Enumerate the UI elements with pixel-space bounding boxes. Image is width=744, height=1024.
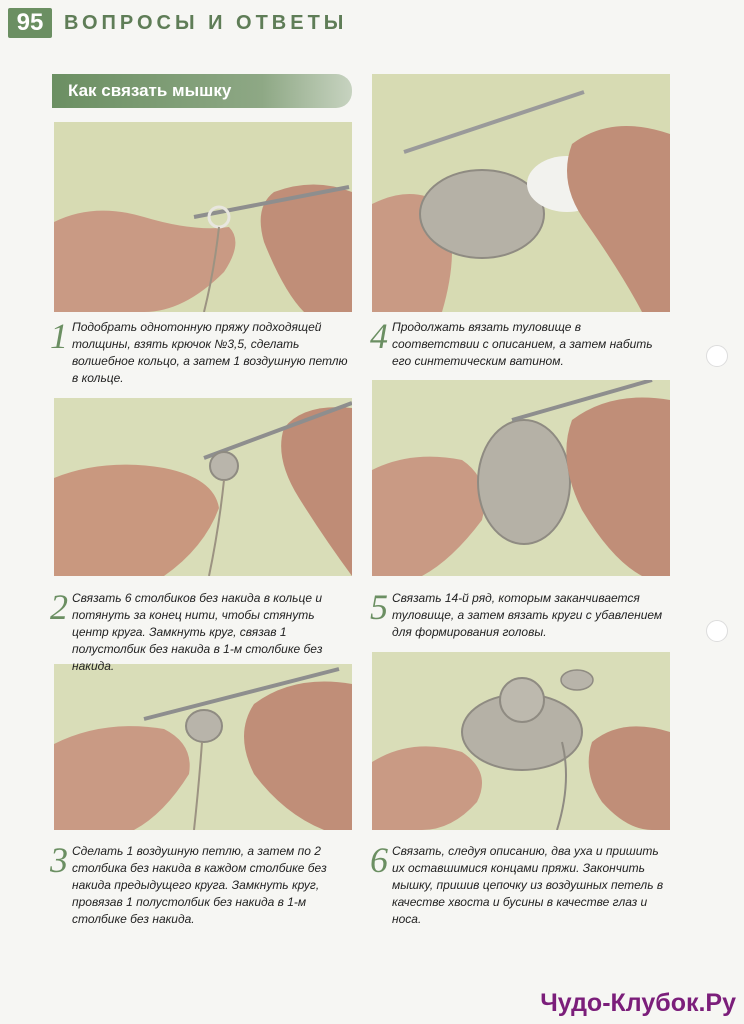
step-5-photo xyxy=(372,380,670,576)
step-number: 4 xyxy=(370,316,388,356)
section-title: ВОПРОСЫ И ОТВЕТЫ xyxy=(64,12,348,34)
step-text: Продолжать вязать туловище в соответствии с описанием, а затем набить его синтетическим ватином. xyxy=(392,320,653,368)
step-5 xyxy=(370,587,670,641)
article-title: Как связать мышку xyxy=(68,81,232,100)
step-1 xyxy=(50,316,354,387)
binder-hole xyxy=(706,620,728,642)
binder-hole xyxy=(706,345,728,367)
step-3 xyxy=(50,840,354,928)
step-6-photo xyxy=(372,652,670,830)
step-1-photo xyxy=(54,122,352,312)
step-text: Сделать 1 воздушную петлю, а затем по 2 столбика без накида в каждом столбике без накида предыдущего круга. Замкнуть круг, провязав 1 полустолбик без накида в 1-м столбике без накида. xyxy=(72,844,327,926)
page-number: 95 xyxy=(8,8,52,38)
article-title-band xyxy=(52,74,352,108)
step-number: 5 xyxy=(370,587,388,627)
step-2-photo xyxy=(54,398,352,576)
step-6 xyxy=(370,840,670,928)
step-4-photo xyxy=(372,74,670,312)
step-text: Связать 14-й ряд, которым заканчивается туловище, а затем вязать круги с убавлением для формирования головы. xyxy=(392,591,663,639)
step-number: 1 xyxy=(50,316,68,356)
site-watermark: Чудо-Клубок.Ру xyxy=(540,989,736,1017)
step-number: 2 xyxy=(50,587,68,627)
step-4 xyxy=(370,316,670,370)
step-number: 3 xyxy=(50,840,68,880)
step-3-photo xyxy=(54,664,352,830)
step-text: Связать 6 столбиков без накида в кольце и потянуть за конец нити, чтобы стянуть центр круга. Замкнуть круг, связав 1 полустолбик без накида в 1-м столбике без накида. xyxy=(72,591,323,673)
step-text: Подобрать однотонную пряжу подходящей толщины, взять крючок №3,5, сделать волшебное кольцо, а затем 1 воздушную петлю в кольце. xyxy=(72,320,348,385)
step-number: 6 xyxy=(370,840,388,880)
step-text: Связать, следуя описанию, два уха и пришить их оставшимися концами пряжи. Закончить мышку, пришив цепочку из воздушных петель в качестве хвоста и бусины в качестве глаз и носа. xyxy=(392,844,664,926)
step-2 xyxy=(50,587,354,675)
